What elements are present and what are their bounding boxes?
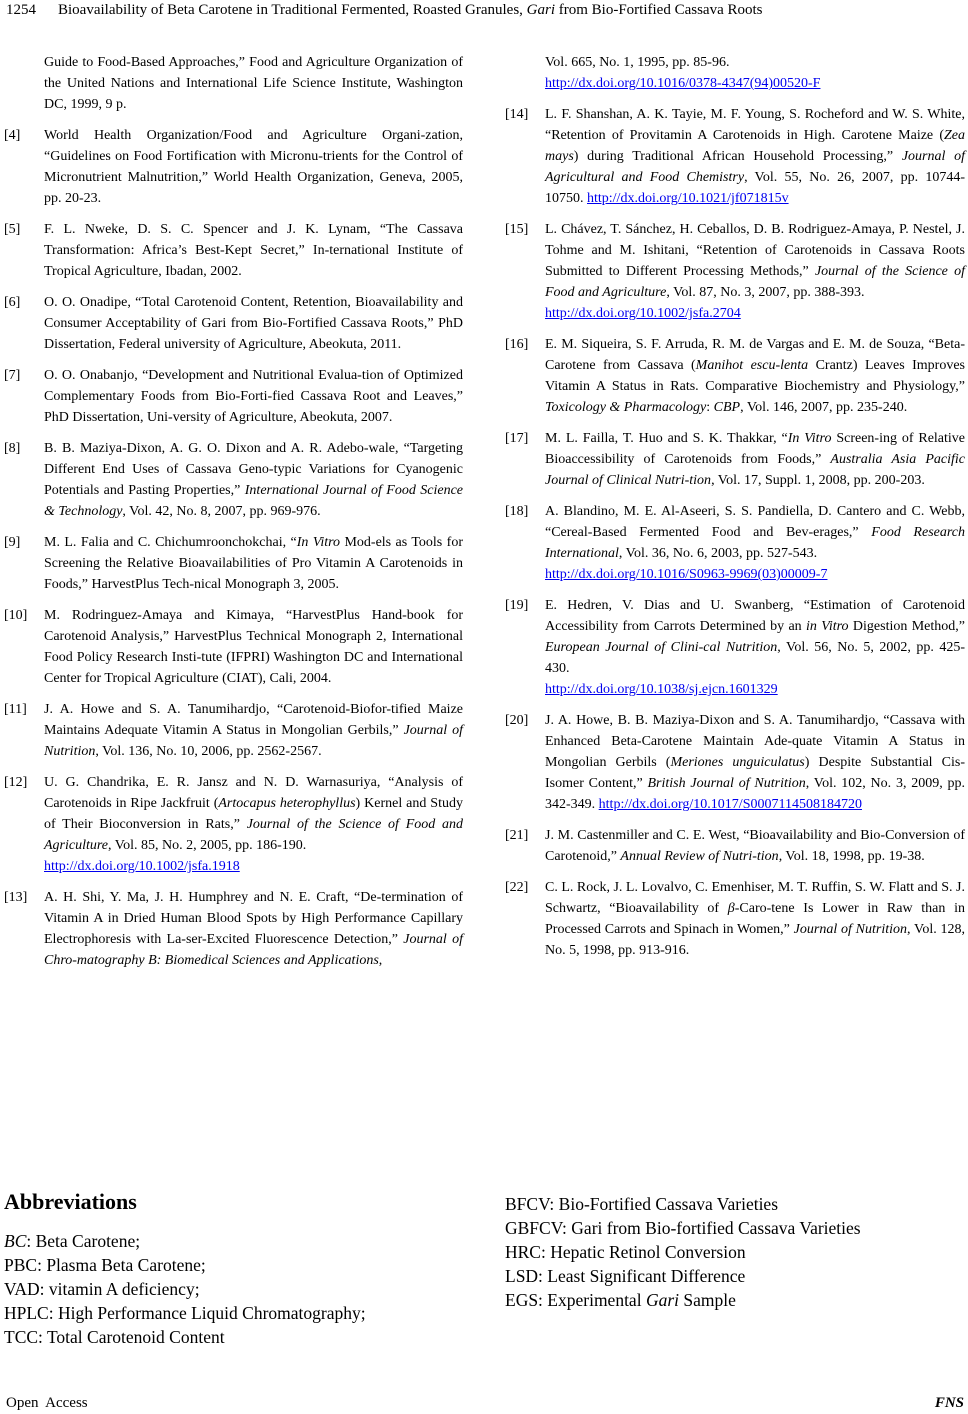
ref-part: , Vol. 87, No. 3, 2007, pp. 388-393. xyxy=(666,285,865,300)
ref-part: J. A. Howe, B. B. Maziya-Dixon and S. A. Tanumihardjo, “Cassava with Enhanced Beta-Carotene Maintain Ade-quate Vitamin A Status in Mongolian Gerbils ( xyxy=(545,713,965,770)
reference-19 xyxy=(505,595,965,700)
running-title-part2: from Bio-Fortified Cassava Roots xyxy=(555,2,763,18)
abbreviation-item: HRC: Hepatic Retinol Conversion xyxy=(505,1242,746,1262)
running-title xyxy=(58,2,762,18)
ref-journal: CBP xyxy=(713,400,741,415)
abbreviation-item: GBFCV: Gari from Bio-fortified Cassava Varieties xyxy=(505,1218,861,1238)
abbreviations-list-right xyxy=(505,1192,965,1312)
doi-link[interactable]: http://dx.doi.org/10.1002/jsfa.1918 xyxy=(44,859,240,874)
ref-italic: Manihot escu-lenta xyxy=(695,358,809,373)
ref-italic: Artocapus heterophyllus xyxy=(218,796,356,811)
ref-part: , Vol. 146, 2007, pp. 235-240. xyxy=(740,400,908,415)
ref-journal: Journal of the Science of Food and Agriculture xyxy=(545,264,965,300)
journal-abbreviation: FNS xyxy=(934,1395,964,1411)
reference-text xyxy=(44,702,463,759)
open-access-label: Open Access xyxy=(6,1395,88,1411)
reference-number: [19] xyxy=(505,598,529,613)
reference-text xyxy=(44,775,463,877)
ref-part: E. Hedren, V. Dias and U. Swanberg, “Estimation of Carotenoid Accessibility from Carrots Determined by an xyxy=(545,598,965,634)
reference-text: World Health Organization/Food and Agriculture Organi-zation, “Guidelines on Food Fortification with Micronu-trients for the Control of Micronutrient Malnutrition,” World Health Organization, Geneva, 2005, pp. 20-23. xyxy=(44,128,463,206)
reference-number: [5] xyxy=(4,222,21,237)
reference-number: [10] xyxy=(4,608,28,623)
reference-6 xyxy=(4,292,463,355)
abbreviation-item: BFCV: Bio-Fortified Cassava Varieties xyxy=(505,1194,779,1214)
reference-number: [6] xyxy=(4,295,21,310)
ref-journal: Journal of the Science of Food and Agriculture xyxy=(44,817,464,853)
ref-part: A. Blandino, M. E. Al-Aseeri, S. S. Pandiella, D. Cantero and C. Webb, “Cereal-Based Fermented Food and Bev-erages,” xyxy=(545,504,965,540)
reference-12 xyxy=(4,772,463,877)
doi-link[interactable]: http://dx.doi.org/10.1038/sj.ejcn.1601329 xyxy=(545,682,778,697)
reference-21 xyxy=(505,825,965,867)
reference-number: [11] xyxy=(4,702,27,717)
ref-journal: Journal of Nutrition xyxy=(793,922,907,937)
reference-number: [7] xyxy=(4,368,21,383)
ref-italic: In Vitro xyxy=(296,535,341,550)
ref-part: , Vol. 36, No. 6, 2003, pp. 527-543. xyxy=(618,546,818,561)
reference-number: [17] xyxy=(505,431,529,446)
ref-journal: Toxicology & Pharmacology xyxy=(545,400,707,415)
reference-16 xyxy=(505,334,965,418)
running-title-italic: Gari xyxy=(526,2,555,18)
reference-text xyxy=(545,222,965,324)
reference-number: [9] xyxy=(4,535,21,550)
reference-number: [20] xyxy=(505,713,529,728)
ref-part: ) Despite Substantial Cis-Isomer Content,” xyxy=(545,755,965,791)
reference-5 xyxy=(4,219,463,282)
reference-4 xyxy=(4,125,463,209)
reference-text xyxy=(44,890,463,968)
reference-text xyxy=(545,504,965,585)
abbreviation-item: PBC: Plasma Beta Carotene; xyxy=(4,1255,206,1275)
abbreviation-item xyxy=(4,1229,474,1253)
ref-part: J. A. Howe and S. A. Tanumihardjo, “Carotenoid-Biofor-tified Maize Maintains Adequate Vitamin A Status in Mongolian Gerbils,” xyxy=(44,702,463,738)
running-header xyxy=(6,0,956,22)
ref-journal: European Journal of Clini-cal Nutrition xyxy=(545,640,778,655)
ref-part: L. F. Shanshan, A. K. Tayie, M. F. Young, S. Rocheford and W. S. White, “Retention of Provitamin A Carotenoids in High. Carotene Maize ( xyxy=(545,107,965,143)
ref-journal: Australia Asia Pacific Journal of Clinical Nutri-tion xyxy=(545,452,965,488)
reference-text xyxy=(545,598,965,700)
ref-part: , xyxy=(378,953,383,968)
reference-continued xyxy=(4,52,463,115)
abbreviation-item: TCC: Total Carotenoid Content xyxy=(4,1327,225,1347)
reference-11 xyxy=(4,699,463,762)
ref-journal: Annual Review of Nutri-tion xyxy=(620,849,779,864)
ref-journal: International Journal of Food Science & Technology xyxy=(44,483,463,519)
reference-text: M. Rodringuez-Amaya and Kimaya, “HarvestPlus Hand-book for Carotenoid Analysis,” HarvestPlus Technical Monograph 2, International Food Policy Research Insti-tute (IFPRI) Washington DC and International Center for Tropical Agriculture (CIAT), Cali, 2004. xyxy=(44,608,463,686)
reference-17 xyxy=(505,428,965,491)
reference-9 xyxy=(4,532,463,595)
ref-part: Crantz) Leaves Improves Vitamin A Status in Rats. Comparative Biochemistry and Physiology,” xyxy=(545,358,965,394)
reference-text xyxy=(545,431,965,488)
reference-number: [14] xyxy=(505,107,529,122)
abbreviation-item: HPLC: High Performance Liquid Chromatography; xyxy=(4,1303,366,1323)
abbreviations-heading: Abbreviations xyxy=(4,1189,137,1214)
reference-number: [18] xyxy=(505,504,529,519)
reference-number: [21] xyxy=(505,828,529,843)
ref-part: , Vol. 56, No. 5, 2002, pp. 425-430. xyxy=(545,640,965,676)
abbreviations-list-left xyxy=(4,1229,474,1349)
left-column xyxy=(4,52,463,981)
reference-10 xyxy=(4,605,463,689)
ref-journal: Journal of Agricultural and Food Chemistry xyxy=(545,149,965,185)
reference-number: [22] xyxy=(505,880,529,895)
reference-7 xyxy=(4,365,463,428)
reference-number: [8] xyxy=(4,441,21,456)
ref-part: U. G. Chandrika, E. R. Jansz and N. D. Warnasuriya, “Analysis of Carotenoids in Ripe Jackfruit ( xyxy=(44,775,463,811)
ref-part: Screen-ing of Relative Bioaccessibility of Carotenoids from Foods,” xyxy=(545,431,966,467)
reference-text xyxy=(44,535,463,592)
running-title-part1: Bioavailability of Beta Carotene in Traditional Fermented, Roasted Granules, xyxy=(58,2,527,18)
ref-part: , Vol. 102, No. 3, 2009, pp. 342-349. xyxy=(545,776,966,812)
right-column xyxy=(505,52,965,971)
ref-part: C. L. Rock, J. L. Lovalvo, C. Emenhiser, M. T. Ruffin, S. W. Flatt and S. J. Schwartz, “Bioavailability of xyxy=(545,880,965,916)
reference-text: Guide to Food-Based Approaches,” Food and Agriculture Organization of the United Nations and International Life Science Institute, Washington DC, 1999, 9 p. xyxy=(44,55,463,112)
page-number: 1254 xyxy=(6,2,36,18)
doi-link[interactable]: http://dx.doi.org/10.1016/S0963-9969(03)00009-7 xyxy=(545,567,828,582)
abbreviation-term: BC xyxy=(4,1231,27,1251)
abbreviation-definition: Sample xyxy=(679,1290,736,1310)
ref-italic: β xyxy=(727,901,735,916)
reference-text: F. L. Nweke, D. S. C. Spencer and J. K. Lynam, “The Cassava Transformation: Africa’s Best-Kept Secret,” In-ternational Institute of Tropical Agriculture, Ibadan, 2002. xyxy=(44,222,463,279)
ref-italic: In Vitro xyxy=(787,431,832,446)
reference-13 xyxy=(4,887,463,971)
ref-part: : xyxy=(706,400,714,415)
ref-part: A. H. Shi, Y. Ma, J. H. Humphrey and N. E. Craft, “De-termination of Vitamin A in Dried Human Blood Spots by High Performance Capillary Electrophoresis with La-ser-Excited Fluorescence Detection,” xyxy=(44,890,463,947)
ref-journal: Food Research International xyxy=(545,525,966,561)
ref-italic: Zea mays xyxy=(545,128,965,164)
ref-part: Digestion Method,” xyxy=(848,619,965,634)
ref-part: , Vol. 42, No. 8, 2007, pp. 969-976. xyxy=(122,504,321,519)
ref-italic: Meriones unguiculatus xyxy=(670,755,805,770)
abbreviation-definition: : Beta Carotene; xyxy=(26,1231,141,1251)
reference-15 xyxy=(505,219,965,324)
ref-part: , Vol. 17, Suppl. 1, 2008, pp. 200-203. xyxy=(711,473,925,488)
ref-part: , Vol. 128, No. 5, 1998, pp. 913-916. xyxy=(545,922,965,958)
reference-number: [4] xyxy=(4,128,21,143)
ref-part: Mod-els as Tools for Screening the Relative Bioavailabilities of Pro Vitamin A Carotenoids in Foods,” HarvestPlus Tech-nical Monograph 3, 2005. xyxy=(44,535,463,592)
doi-link[interactable]: http://dx.doi.org/10.1002/jsfa.2704 xyxy=(545,306,741,321)
ref-part: L. Chávez, T. Sánchez, H. Ceballos, D. B. Rodriguez-Amaya, P. Nestel, J. Tohme and M. Ishitani, “Retention of Carotenoids in Cassava Roots Submitted to Different Processing Methods,” xyxy=(545,222,965,279)
doi-link[interactable]: http://dx.doi.org/10.1016/0378-4347(94)00520-F xyxy=(545,76,821,91)
ref-part: , Vol. 85, No. 2, 2005, pp. 186-190. xyxy=(108,838,307,853)
ref-journal: Journal of Nutrition xyxy=(44,723,464,759)
reference-text: O. O. Onadipe, “Total Carotenoid Content, Retention, Bioavailability and Consumer Acceptability of Gari from Bio-Fortified Cassava Roots,” PhD Dissertation, Federal university of Agriculture, Abeokuta, 2011. xyxy=(44,295,463,352)
abbreviation-term: EGS: Experimental xyxy=(505,1290,646,1310)
abbreviation-item: VAD: vitamin A deficiency; xyxy=(4,1279,200,1299)
reference-22 xyxy=(505,877,965,961)
ref-part: -Caro-tene Is Lower in Raw than in Processed Carrots and Spinach in Women,” xyxy=(545,901,965,937)
reference-text: O. O. Onabanjo, “Development and Nutritional Evalua-tion of Optimized Complementary Foods from Bio-Forti-fied Cassava Root and Leaves,” PhD Dissertation, Uni-versity of Agriculture, Abeokuta, 2007. xyxy=(44,368,463,425)
ref-part: , Vol. 18, 1998, pp. 19-38. xyxy=(778,849,925,864)
doi-link[interactable]: http://dx.doi.org/10.1017/S0007114508184720 xyxy=(598,797,862,812)
reference-text xyxy=(545,880,965,958)
doi-link[interactable]: http://dx.doi.org/10.1021/jf071815v xyxy=(587,191,789,206)
ref-part: , Vol. 136, No. 10, 2006, pp. 2562-2567. xyxy=(95,744,322,759)
reference-number: [15] xyxy=(505,222,529,237)
ref-part: B. B. Maziya-Dixon, A. G. O. Dixon and A. R. Adebo-wale, “Targeting Different End Uses of Cassava Geno-typic Variations for Cyanogenic Potentials and Pasting Properties,” xyxy=(44,441,463,498)
reference-20 xyxy=(505,710,965,815)
ref-part: E. M. Siqueira, S. F. Arruda, R. M. de Vargas and E. M. de Souza, “Beta-Carotene from Cassava ( xyxy=(545,337,965,373)
reference-18 xyxy=(505,501,965,585)
abbreviation-item xyxy=(505,1288,965,1312)
ref-journal: British Journal of Nutrition xyxy=(647,776,806,791)
reference-continued xyxy=(505,52,965,94)
reference-text: Vol. 665, No. 1, 1995, pp. 85-96. xyxy=(545,55,730,70)
reference-8 xyxy=(4,438,463,522)
ref-part: J. M. Castenmiller and C. E. West, “Bioavailability and Bio-Conversion of Carotenoid,” xyxy=(545,828,965,864)
ref-part: M. L. Falia and C. Chichumroonchokchai, “ xyxy=(44,535,297,550)
ref-italic: in Vitro xyxy=(806,619,849,634)
page-footer xyxy=(6,1394,964,1414)
reference-text xyxy=(545,713,965,812)
reference-number: [13] xyxy=(4,890,28,905)
reference-14 xyxy=(505,104,965,209)
reference-text xyxy=(545,337,965,415)
abbreviation-item: LSD: Least Significant Difference xyxy=(505,1266,746,1286)
ref-journal: Journal of Chro-matography B: Biomedical Sciences and Applications xyxy=(44,932,463,968)
reference-text xyxy=(545,107,965,206)
reference-number: [16] xyxy=(505,337,529,352)
ref-part: M. L. Failla, T. Huo and S. K. Thakkar, “ xyxy=(545,431,788,446)
abbreviation-italic: Gari xyxy=(645,1290,680,1310)
ref-part: , Vol. 55, No. 26, 2007, pp. 10744-10750. xyxy=(545,170,965,206)
reference-text xyxy=(44,441,463,519)
ref-part: ) Kernel and Study of Their Bioconversion in Rats,” xyxy=(44,796,463,832)
reference-text xyxy=(545,828,965,864)
reference-number: [12] xyxy=(4,775,28,790)
ref-part: ) during Traditional African Household Processing,” xyxy=(573,149,902,164)
